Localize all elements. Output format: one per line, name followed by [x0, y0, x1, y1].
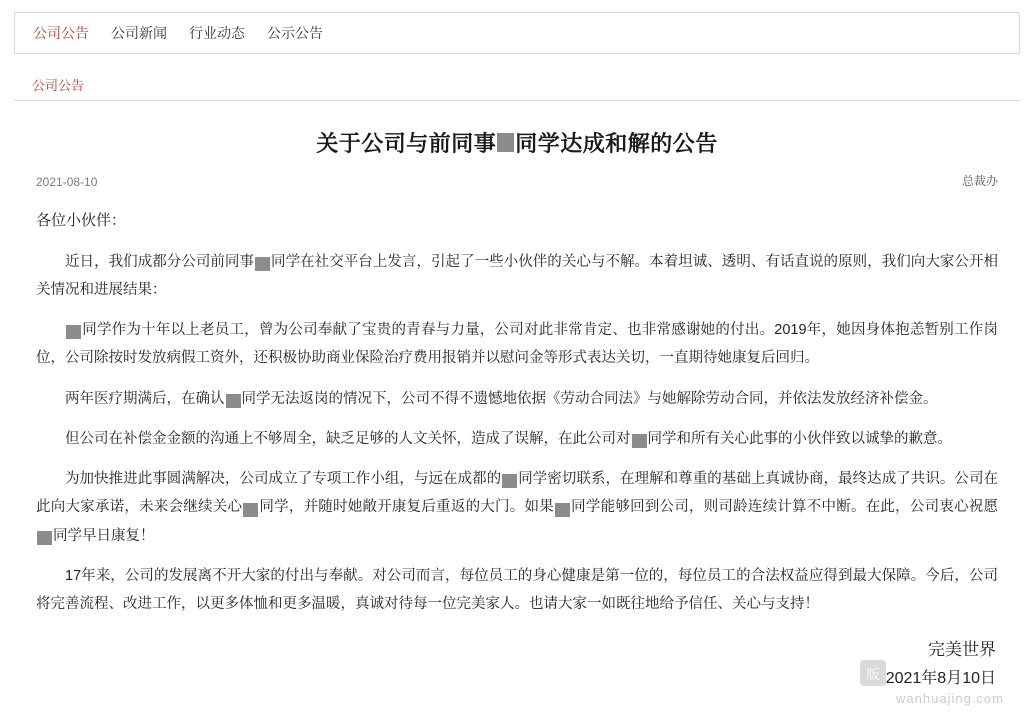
- article-paragraph: [36, 248, 998, 305]
- publish-date: 2021-08-10: [36, 175, 98, 189]
- paragraph-text: 17年来，公司的发展离不开大家的付出与奉献。对公司而言，每位员工的身心健康是第一位的，每位员工的合法权益应得到最大保障。今后，公司将完善流程、改进工作，以更多体恤和更多温暖，真诚对待每一位完美家人。也请大家一如既往地给予信任、关心与支持！: [36, 567, 998, 613]
- page-title-part2: 同学达成和解的公告: [515, 131, 718, 156]
- article-paragraph: [36, 562, 998, 619]
- redaction-block-icon: [66, 325, 81, 339]
- paragraph-list: [36, 248, 998, 619]
- redaction-block-icon: [243, 503, 258, 517]
- section-header: [14, 68, 1020, 101]
- redaction-block-icon: [37, 531, 52, 545]
- section-title: 公司公告: [32, 77, 85, 93]
- paragraph-text: 同学作为十年以上老员工，曾为公司奉献了宝贵的青春与力量，公司对此非常肯定、也非常感谢她的付出。2019年，她因身体抱恙暂别工作岗位，公司除按时发放病假工资外，还积极协助商业保险治疗费用报销并以慰问金等形式表达关切，一直期待她康复后回归。: [36, 322, 998, 367]
- paragraph-text: 同学密切联系，在理解和尊重的基础上真诚协商，最终达成了共识。公司在此向大家承诺，未来会继续关心: [36, 471, 998, 516]
- article-paragraph: [36, 465, 998, 550]
- watermark-badge-icon: 版: [860, 660, 886, 686]
- article-paragraph: [36, 385, 998, 413]
- redaction-block-icon: [226, 394, 241, 408]
- redaction-block-icon: [255, 257, 270, 271]
- redaction-block-icon: [502, 474, 517, 488]
- page-title-part1: 关于公司与前同事: [316, 131, 497, 156]
- paragraph-text: 同学在社交平台上发言，引起了一些小伙伴的关心与不解。本着坦诚、透明、有话直说的原则，我们向大家公开相关情况和进展结果：: [36, 253, 998, 298]
- redaction-block-icon: [555, 503, 570, 517]
- signature-date: 2021年8月10日: [885, 669, 996, 687]
- redaction-block-icon: [497, 133, 514, 152]
- article-body: [14, 127, 1020, 618]
- nav-item-public-notice[interactable]: 公示公告: [267, 25, 323, 41]
- article-paragraph: [36, 316, 998, 373]
- signature-company-name: 完美世界: [928, 639, 996, 659]
- paragraph-text: 同学无法返岗的情况下，公司不得不遗憾地依据《劳动合同法》与她解除劳动合同，并依法发放经济补偿金。: [241, 390, 938, 407]
- paragraph-text: 但公司在补偿金金额的沟通上不够周全，缺乏足够的人文关怀，造成了误解，在此公司对: [65, 430, 631, 447]
- nav-item-industry-trends[interactable]: 行业动态: [189, 25, 245, 41]
- paragraph-text: 为加快推进此事圆满解决，公司成立了专项工作小组，与远在成都的: [65, 471, 502, 488]
- paragraph-text: 同学，并随时她敞开康复后重返的大门。如果: [259, 499, 554, 516]
- paragraph-text: 两年医疗期满后，在确认: [65, 390, 225, 407]
- paragraph-text: 近日，我们成都分公司前同事: [65, 253, 255, 270]
- nav-item-company-news[interactable]: 公司新闻: [111, 25, 167, 41]
- watermark-text: wanhuajing.com: [896, 691, 1004, 706]
- redaction-block-icon: [632, 434, 647, 448]
- salutation: 各位小伙伴：: [36, 212, 127, 229]
- signature-block: [886, 636, 996, 692]
- article-meta: [36, 172, 998, 191]
- paragraph-text: 同学和所有关心此事的小伙伴致以诚挚的歉意。: [647, 430, 952, 447]
- nav-item-company-announcement[interactable]: 公司公告: [33, 25, 89, 41]
- page-title: [36, 127, 998, 158]
- paragraph-text: 同学早日康复！: [53, 527, 155, 544]
- paragraph-text: 同学能够回到公司，则司龄连续计算不中断。在此，公司衷心祝愿: [570, 499, 999, 516]
- top-nav: [14, 12, 1020, 54]
- issuing-department: 总裁办: [961, 174, 998, 188]
- article-paragraph: [36, 425, 998, 453]
